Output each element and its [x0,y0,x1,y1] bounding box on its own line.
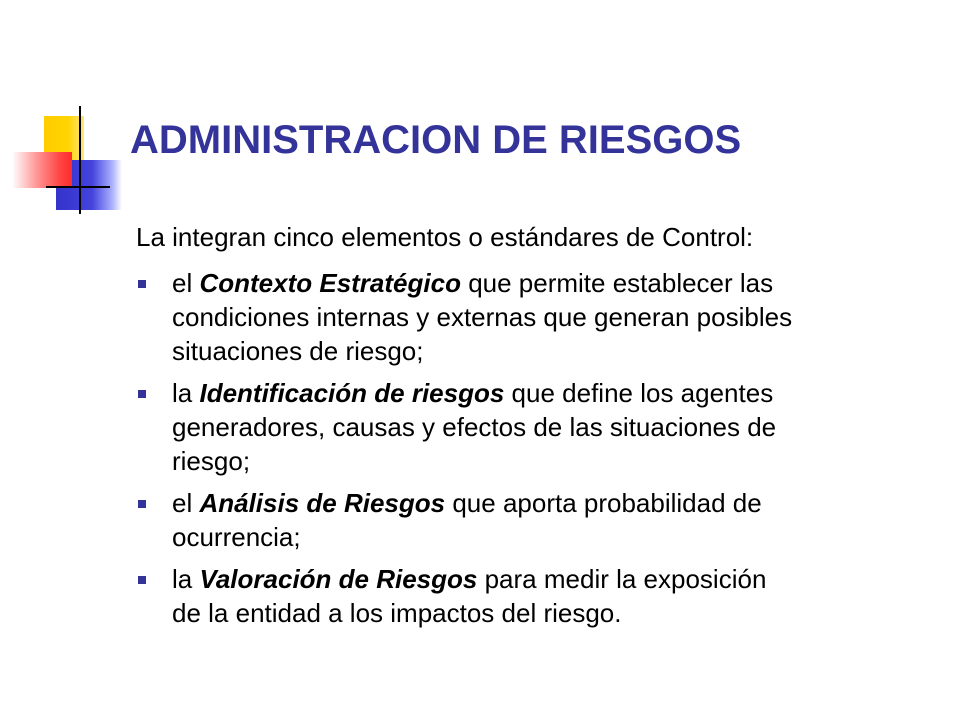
bullet-square-icon [138,576,146,584]
bullet-text-line: de la entidad a los impactos del riesgo. [172,598,622,628]
decorative-logo [0,0,140,230]
bullet-prefix: el [172,488,200,518]
bullet-keyword: Valoración de Riesgos [199,564,478,594]
bullet-text-line: situaciones de riesgo; [172,336,424,366]
bullet-text-line: ocurrencia; [172,522,301,552]
bullet-square-icon [138,280,146,288]
bullet-text-line: que aporta probabilidad de [445,488,762,518]
bullet-item [136,486,936,554]
intro-text: La integran cinco elementos o estándares de Control: [136,222,754,252]
bullet-square-icon [138,390,146,398]
logo-red-square [12,152,72,188]
bullet-keyword: Contexto Estratégico [199,268,461,298]
logo-vertical-line [79,106,81,214]
bullet-keyword: Análisis de Riesgos [199,488,446,518]
bullet-item [136,266,936,368]
bullet-text-line: riesgo; [172,446,251,476]
bullet-keyword: Identificación de riesgos [199,378,505,408]
bullet-text-line: que define los agentes [504,378,774,408]
bullet-prefix: el [172,268,200,298]
bullet-item [136,562,936,630]
logo-horizontal-line [46,186,110,188]
bullet-square-icon [138,500,146,508]
bullet-prefix: la [172,564,200,594]
bullet-text-line: generadores, causas y efectos de las situaciones de [172,412,777,442]
bullet-text-line: para medir la exposición [477,564,767,594]
slide-title: ADMINISTRACION DE RIESGOS [130,118,742,162]
bullet-prefix: la [172,378,200,408]
bullet-text-line: que permite establecer las [460,268,774,298]
bullet-item [136,376,936,478]
bullet-list [136,266,936,638]
bullet-text-line: condiciones internas y externas que generan posibles [172,302,793,332]
